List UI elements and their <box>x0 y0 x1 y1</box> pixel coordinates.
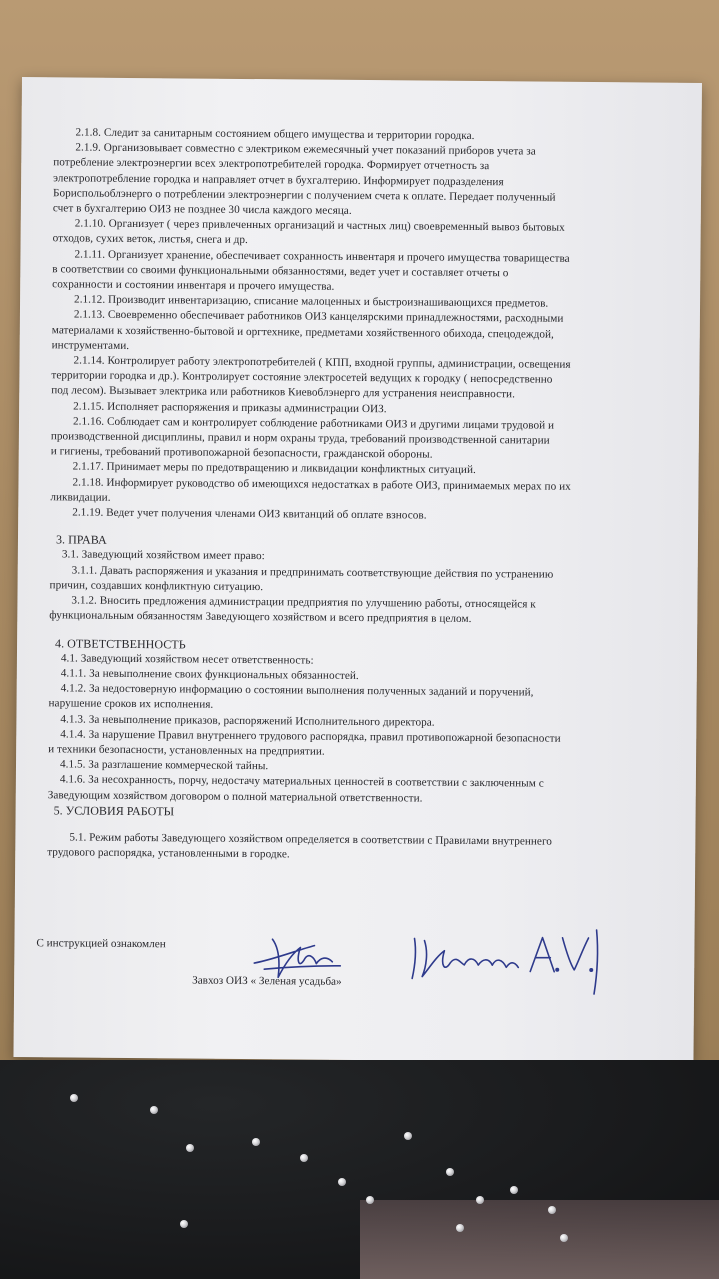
document-line: 4.1.4. За нарушение Правил внутреннего трудового распорядка, правил противопожарной безопасности <box>60 728 561 745</box>
bead-decoration <box>404 1132 412 1140</box>
document-line: электропотребление городка и направляет отчет в бухгалтерию. Информирует подразделения <box>53 171 504 188</box>
document-line: 3.1.1. Давать распоряжения и указания и предпринимать соответствующие действия по устранению <box>71 564 554 581</box>
document-line: 2.1.17. Принимает меры по предотвращению и ликвидации конфликтных ситуаций. <box>72 460 476 477</box>
document-line: счет в бухгалтерию ОИЗ не позднее 30 числа каждого месяца. <box>52 202 352 217</box>
document-line: 2.1.15. Исполняет распоряжения и приказы администрации ОИЗ. <box>73 400 387 415</box>
section-heading: 3. ПРАВА <box>55 532 107 548</box>
document-line: отходов, сухих веток, листья, снега и др. <box>52 232 248 247</box>
document-line: 3.1. Заведующий хозяйством имеет право: <box>61 548 265 563</box>
section-heading: 5. УСЛОВИЯ РАБОТЫ <box>53 803 175 819</box>
document-line: 4.1.6. За несохранность, порчу, недостачу материальных ценностей в соответствии с заключенным с <box>59 773 544 790</box>
document-line: 4.1. Заведующий хозяйством несет ответственность: <box>60 652 314 667</box>
bead-decoration <box>252 1138 260 1146</box>
bead-decoration <box>150 1106 158 1114</box>
document-line: в соответствии со своими функциональными обязанностями, ведет учет и составляет отчеты о <box>52 263 509 280</box>
position-label: Завхоз ОИЗ « Зеленая усадьба» <box>192 974 342 988</box>
document-line: нарушение сроков их исполнения. <box>48 697 214 712</box>
bead-decoration <box>366 1196 374 1204</box>
bead-decoration <box>338 1178 346 1186</box>
document-line: 2.1.11. Организует хранение, обеспечивает сохранность инвентаря и прочего имущества товарищества <box>74 248 570 265</box>
bead-decoration <box>446 1168 454 1176</box>
document-line: 5.1. Режим работы Заведующего хозяйством определяется в соответствии с Правилами внутреннего <box>69 831 553 848</box>
document-line: 4.1.2. За недостоверную информацию о состоянии выполнения полученных заданий и поручений, <box>60 682 534 699</box>
bead-decoration <box>476 1196 484 1204</box>
document-line: 3.1.2. Вносить предложения администрации предприятия по улучшению работы, относящейся к <box>71 594 536 611</box>
document-line: трудового распорядка, установленными в городке. <box>47 846 290 861</box>
document-line: 2.1.16. Соблюдает сам и контролирует соблюдение работниками ОИЗ и другими лицами трудовой и <box>72 415 555 432</box>
bead-decoration <box>548 1206 556 1214</box>
acquainted-label: С инструкцией ознакомлен <box>36 937 166 951</box>
document-line: ликвидации. <box>50 491 111 504</box>
signature-block <box>14 917 695 1043</box>
document-line: производственной дисциплины, правил и норм охраны труда, требований производственной санитарии <box>50 430 550 447</box>
bead-decoration <box>300 1154 308 1162</box>
document-line: 4.1.1. За невыполнение своих функциональных обязанностей. <box>60 667 359 682</box>
document-line: 2.1.13. Своевременно обеспечивает работников ОИЗ канцелярскими принадлежностями, расходными <box>73 308 564 326</box>
document-line: инструментами. <box>51 339 130 352</box>
section-heading: 4. ОТВЕТСТВЕННОСТЬ <box>55 635 186 651</box>
document-line: 2.1.8. Следит за санитарным состоянием общего имущества и территории городка. <box>75 126 475 142</box>
bead-decoration <box>180 1220 188 1228</box>
document-line: 2.1.10. Организует ( через привлеченных организаций и частных лиц) своевременный вывоз бытовых <box>74 217 565 234</box>
bead-decoration <box>560 1234 568 1242</box>
document-line: 4.1.3. За невыполнение приказов, распоряжений Исполнительного директора. <box>60 712 435 729</box>
document-line: 2.1.18. Информирует руководство об имеющихся недостатках в работе ОИЗ, принимаемых мерах по их <box>72 476 571 493</box>
document-line: функциональным обязанностям Заведующего хозяйством и всего предприятия в целом. <box>49 609 472 626</box>
document-line: территории городка и др.). Контролирует состояние электросетей ведущих к городку ( непосредственно <box>51 369 553 386</box>
document-page <box>13 77 702 1063</box>
document-line: материалами к хозяйственно-бытовой и оргтехнике, предметами хозяйственного обихода, спецодеждой, <box>51 323 554 341</box>
bead-decoration <box>456 1224 464 1232</box>
document-line: 2.1.9. Организовывает совместно с электриком ежемесячный учет показаний приборов учета за <box>75 141 536 158</box>
bead-decoration <box>70 1094 78 1102</box>
document-line: 2.1.12. Производит инвентаризацию, списание малоценных и быстроизнашивающихся предметов. <box>74 293 549 310</box>
document-line: Бориспольоблэнерго о потреблении электроэнергии с получением счета к оплате. Передает полученный <box>52 187 556 204</box>
document-line: 2.1.14. Контролирует работу электропотребителей ( КПП, входной группы, администрации, освещения <box>73 354 571 371</box>
document-line: 4.1.5. За разглашение коммерческой тайны. <box>59 758 269 773</box>
document-line: причин, создавших конфликтную ситуацию. <box>49 579 264 594</box>
bead-decoration <box>186 1144 194 1152</box>
document-line: 2.1.19. Ведет учет получения членами ОИЗ квитанций об оплате взносов. <box>72 506 427 522</box>
document-line: и техники безопасности, установленных на предприятии. <box>48 743 325 758</box>
bead-decoration <box>510 1186 518 1194</box>
document-line: потребление электроэнергии всех электропотребителей городка. Формирует отчетность за <box>53 156 490 173</box>
document-body <box>47 125 683 866</box>
document-line: и гигиены, требований противопожарной безопасности, гражданской обороны. <box>50 445 433 461</box>
document-line: сохранности и состоянии инвентаря и прочего имущества. <box>52 278 335 293</box>
pink-fabric-edge <box>360 1200 719 1279</box>
document-line: под лесом). Вызывает электрика или работников Киевоблэнерго для устранения неисправности. <box>51 384 515 401</box>
document-line: Заведующим хозяйством договором о полной материальной ответственности. <box>47 788 423 805</box>
